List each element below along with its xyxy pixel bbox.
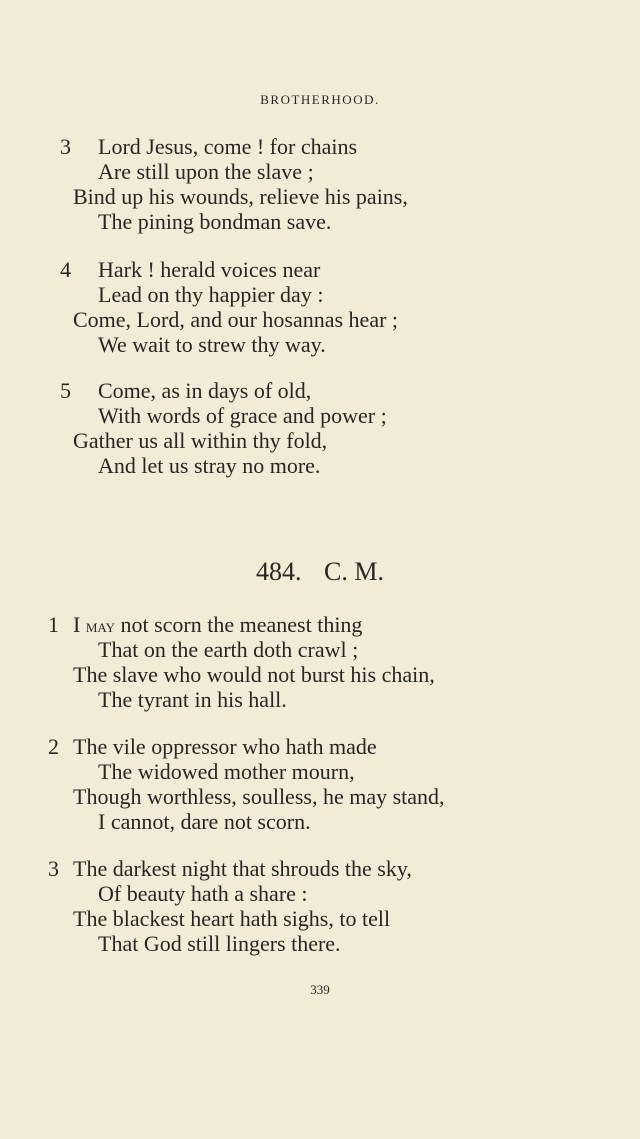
stanza-line: The blackest heart hath sighs, to tell bbox=[73, 906, 391, 931]
stanza-line: Come, Lord, and our hosannas hear ; bbox=[73, 307, 399, 332]
stanza-line: With words of grace and power ; bbox=[98, 403, 387, 428]
stanza-line: Of beauty hath a share : bbox=[98, 881, 308, 906]
stanza-number: 3 bbox=[48, 856, 59, 881]
hymn-number: 484. bbox=[256, 557, 302, 586]
stanza-line: Come, as in days of old, bbox=[98, 378, 312, 403]
hymn-title bbox=[0, 557, 640, 587]
stanza-line: The slave who would not burst his chain, bbox=[73, 662, 435, 687]
first-word: I bbox=[73, 612, 81, 637]
page-number: 339 bbox=[310, 982, 330, 997]
stanza-number: 1 bbox=[48, 612, 59, 637]
stanza-line: I cannot, dare not scorn. bbox=[98, 809, 311, 834]
hymn-meter: C. M. bbox=[324, 557, 384, 586]
stanza-number: 3 bbox=[60, 134, 71, 159]
stanza-line: And let us stray no more. bbox=[98, 453, 321, 478]
first-line-rest: not scorn the meanest thing bbox=[114, 612, 363, 637]
stanza-line: Lord Jesus, come ! for chains bbox=[98, 134, 358, 159]
running-header: BROTHERHOOD. bbox=[260, 92, 380, 107]
stanza-line: Hark ! herald voices near bbox=[98, 257, 321, 282]
stanza-line: We wait to strew thy way. bbox=[98, 332, 326, 357]
stanza-line: The vile oppressor who hath made bbox=[73, 734, 377, 759]
stanza-line: The darkest night that shrouds the sky, bbox=[73, 856, 412, 881]
stanza-line: The tyrant in his hall. bbox=[98, 687, 287, 712]
stanza-line: Lead on thy happier day : bbox=[98, 282, 324, 307]
stanza-line: Bind up his wounds, relieve his pains, bbox=[73, 184, 408, 209]
stanza-line: Are still upon the slave ; bbox=[98, 159, 314, 184]
stanza-line-first bbox=[73, 612, 362, 639]
stanza-number: 4 bbox=[60, 257, 71, 282]
stanza-line: The pining bondman save. bbox=[98, 209, 332, 234]
stanza-line: That God still lingers there. bbox=[98, 931, 341, 956]
stanza-line: Gather us all within thy fold, bbox=[73, 428, 328, 453]
stanza-line: Though worthless, soulless, he may stand, bbox=[73, 784, 445, 809]
stanza-line: That on the earth doth crawl ; bbox=[98, 637, 359, 662]
smallcaps-word: may bbox=[85, 616, 115, 636]
stanza-number: 2 bbox=[48, 734, 59, 759]
stanza-number: 5 bbox=[60, 378, 71, 403]
stanza-line: The widowed mother mourn, bbox=[98, 759, 355, 784]
